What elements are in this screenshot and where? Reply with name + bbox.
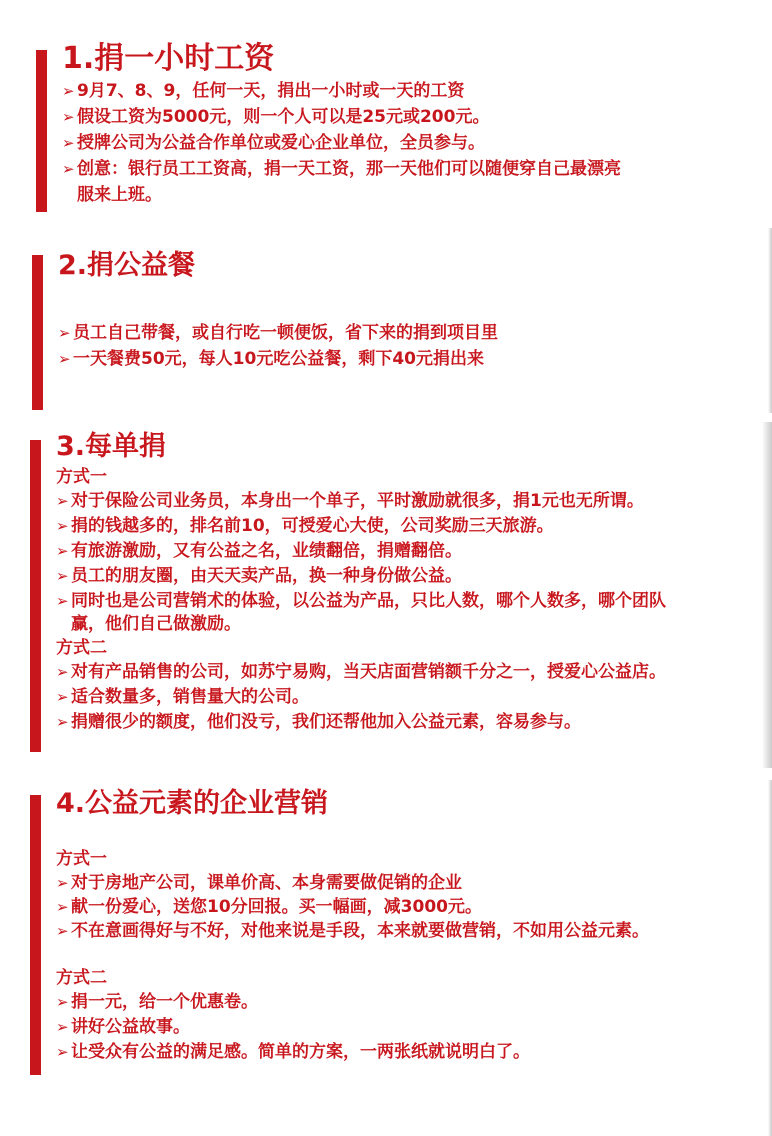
- section-1-line-5: 服来上班。: [77, 185, 162, 205]
- section-4-line-2: ➢ 献一份爱心，送您10分回报。买一幅画，减3000元。: [56, 897, 482, 917]
- section-2-accent-bar: [32, 255, 43, 410]
- section-3-line-1: ➢ 对于保险公司业务员，本身出一个单子，平时激励就很多，捐1元也无所谓。: [56, 491, 644, 511]
- section-2-line-2: ➢ 一天餐费50元，每人10元吃公益餐，剩下40元捐出来: [58, 349, 484, 369]
- section-3-page-edge: [762, 422, 772, 768]
- section-4-line-4: ➢ 捐一元，给一个优惠卷。: [56, 992, 258, 1012]
- section-3-line-5: ➢ 同时也是公司营销术的体验，以公益为产品，只比人数，哪个人数多，哪个团队: [56, 591, 666, 611]
- section-4-line-3: ➢ 不在意画得好与不好，对他来说是手段，本来就要做营销，不如用公益元素。: [56, 921, 649, 941]
- section-1-line-1: ➢ 9月7、8、9，任何一天，捐出一小时或一天的工资: [62, 81, 465, 101]
- arrow-bullet-icon: ➢: [56, 492, 69, 510]
- section-2-title: 2.捐公益餐: [58, 250, 196, 281]
- section-4-page-edge: [768, 780, 772, 1136]
- arrow-bullet-icon: ➢: [56, 922, 69, 940]
- section-4-title: 4.公益元素的企业营销: [56, 788, 329, 819]
- section-2-page-edge: [768, 228, 772, 413]
- arrow-bullet-icon: ➢: [56, 874, 69, 892]
- arrow-bullet-icon: ➢: [56, 1018, 69, 1036]
- arrow-bullet-icon: ➢: [56, 898, 69, 916]
- arrow-bullet-icon: ➢: [62, 82, 75, 100]
- section-4-accent-bar: [30, 795, 41, 1075]
- section-1-line-2: ➢ 假设工资为5000元，则一个人可以是25元或200元。: [62, 107, 490, 127]
- section-4-line-6: ➢ 让受众有公益的满足感。简单的方案，一两张纸就说明白了。: [56, 1042, 530, 1062]
- section-3-line-9: ➢ 捐赠很少的额度，他们没亏，我们还帮他加入公益元素，容易参与。: [56, 712, 581, 732]
- section-3-title: 3.每单捐: [56, 431, 167, 462]
- arrow-bullet-icon: ➢: [58, 350, 71, 368]
- section-4-line-5: ➢ 讲好公益故事。: [56, 1017, 190, 1037]
- section-3-line-6: 赢，他们自己做激励。: [71, 614, 241, 634]
- arrow-bullet-icon: ➢: [56, 542, 69, 560]
- arrow-bullet-icon: ➢: [62, 134, 75, 152]
- section-4-method-2-label: 方式二: [56, 968, 107, 988]
- section-3-line-4: ➢ 员工的朋友圈，由天天卖产品，换一种身份做公益。: [56, 566, 462, 586]
- section-3-line-7: ➢ 对有产品销售的公司，如苏宁易购，当天店面营销额千分之一，授爱心公益店。: [56, 662, 666, 682]
- section-3-accent-bar: [30, 440, 41, 752]
- arrow-bullet-icon: ➢: [62, 160, 75, 178]
- section-1-title: 1.捐一小时工资: [62, 41, 275, 76]
- arrow-bullet-icon: ➢: [56, 688, 69, 706]
- section-1-line-4: ➢ 创意：银行员工工资高，捐一天工资，那一天他们可以随便穿自己最漂亮: [62, 159, 621, 179]
- section-3-line-8: ➢ 适合数量多，销售量大的公司。: [56, 687, 309, 707]
- section-1-line-3: ➢ 授牌公司为公益合作单位或爱心企业单位，全员参与。: [62, 133, 485, 153]
- section-3-method-2-label: 方式二: [56, 638, 107, 658]
- section-3-line-3: ➢ 有旅游激励，又有公益之名，业绩翻倍，捐赠翻倍。: [56, 541, 462, 561]
- section-3-line-2: ➢ 捐的钱越多的，排名前10，可授爱心大使，公司奖励三天旅游。: [56, 516, 554, 536]
- section-3-method-1-label: 方式一: [56, 467, 107, 487]
- arrow-bullet-icon: ➢: [56, 567, 69, 585]
- arrow-bullet-icon: ➢: [62, 108, 75, 126]
- section-4-line-1: ➢ 对于房地产公司，课单价高、本身需要做促销的企业: [56, 873, 462, 893]
- arrow-bullet-icon: ➢: [56, 713, 69, 731]
- arrow-bullet-icon: ➢: [56, 592, 69, 610]
- section-2-line-1: ➢ 员工自己带餐，或自行吃一顿便饭，省下来的捐到项目里: [58, 323, 498, 343]
- arrow-bullet-icon: ➢: [56, 663, 69, 681]
- arrow-bullet-icon: ➢: [58, 324, 71, 342]
- section-4-method-1-label: 方式一: [56, 849, 107, 869]
- arrow-bullet-icon: ➢: [56, 993, 69, 1011]
- arrow-bullet-icon: ➢: [56, 517, 69, 535]
- section-1-accent-bar: [36, 50, 47, 212]
- arrow-bullet-icon: ➢: [56, 1043, 69, 1061]
